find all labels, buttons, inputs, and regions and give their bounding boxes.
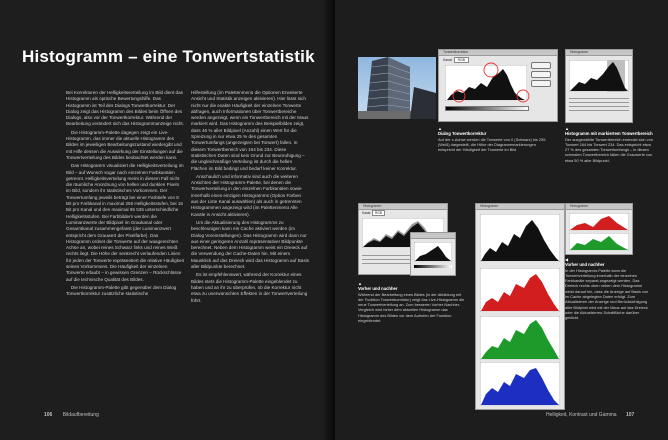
histogram-chart (569, 213, 629, 231)
paragraph: Es ist empfehlenswert, während der Korrektur eines Bildes stets die Histogramm-Palette eingeblendet zu haben und an ihr zu überprüfen, ob die Korrektur nicht etwa zu unerwünschten Effekten in der Tonwertverteilung führt. (191, 272, 308, 303)
paragraph: Hilfestellung (im Palettenmenü die Optionen Erweiterte Ansicht und Statistik anzeigen aktivieren). Hier lässt sich nicht nur die exakte Häufigkeit der einzelnen Tonwerte abfragen, auch Informationen über Tonwertbereiche werden angezeigt, wenn ein Tonwertbereich mit der Maus markiert wird. Das Histogramm des Beispielbildes zeigt, dass 46 % aller Bildpixel (Anzahl) einen Wert für die Spreizung in nur etwa 25 % des gesamten Tonwertumfangs (angezeigten bei Tonwert) fallen. In diesem Tonwertbereich von 164 bis 234. Diese statistischen Daten sind kein Grund zur Beunruhigung – die ungleichmäßige Verteilung ist durch die hellen Flächen im Bild bedingt und bedarf keiner Korrektur. (191, 90, 309, 171)
left-page (0, 0, 333, 440)
histogram-palette-channels (475, 203, 565, 410)
histogram-chart (569, 233, 629, 251)
histogram-chart-green (480, 316, 560, 360)
triangle-icon: ▲ (358, 281, 362, 286)
footer-right (546, 412, 634, 418)
triangle-icon: ▲ (438, 126, 442, 131)
building-photo-graphic (358, 57, 436, 119)
statistics-area (569, 95, 629, 119)
paragraph: Die Histogramm-Palette dagegen zeigt ein Live-Histogramm, das immer die aktuelle Histogramm des Bildes im jeweiligen Bearbeitungszustand wiedergibt und mit Hilfe dessen die Auswirkung der Einstellungen auf die Tonwertverteilung des Bildes beobachtet werden kann. (66, 129, 183, 160)
palette-titlebar: Histogramm (476, 204, 564, 210)
palette-titlebar: Histogramm (566, 50, 632, 56)
highlight-circles (451, 60, 531, 108)
kanal-select[interactable]: RGB (454, 57, 469, 63)
page-number: 106 (44, 412, 53, 418)
building-photo (358, 57, 436, 119)
histogram-chart (414, 242, 452, 262)
palette-titlebar: Histogramm (566, 204, 632, 210)
section-name: Helligkeit, Kontrast und Gamma (546, 412, 617, 418)
caption-text: Der ausgewählte Tonwertbereich erstreckt sich von Tonwert 164 bis Tonwert 234. Das entspricht etwa 27 % des gesamten Tonwertumfangs – in diesen schmalen Tonwertbereich fallen die Grauwerte von etwa 50 % aller Bildpunkt. (565, 136, 653, 163)
caption-title: Vorher und nachher (565, 262, 605, 268)
palette-titlebar: Histogramm (359, 204, 447, 210)
ok-button[interactable] (531, 62, 551, 69)
paragraph: Das Histogramm visualisiert die Helligkeitsverteilung im Bild – auf Wunsch sogar nach einzelnen Farbkanälen getrennt. Helligkeitsverteilung meint in diesem Fall nicht die räumliche Anordnung von hellen und dunklen Pixeln im Bild, sondern ihr statistisches Vorkommen. Der Tonwertumfang jeweils beträgt bei einer Farbtiefe von 8 Bit pro Farbkanal in maximal 256 Helligkeitsstufen, bei 16 Bit pro Kanal und den maximal 65 536 unterschiedliche Helligkeitsstufen. Bei Farbbildern werden die Luminanzwerte der Bildpixel im Graukanal oder Gesamtkanal zusammengefasst (der Luminanzwert entspricht dem Grauwert der Pixelfarbe). Das Histogramm ordnet die Tonwerte auf der waagerechten Achse an, wobei reines Schwarz links und reines Weiß rechts liegt. Die Höhe der senkrecht verlaufenden Linien für jeden der Tonwerte repräsentiert die relative Häufigkeit seines Vorkommens. Die Häufigkeit der einzelnen Tonwerte erlaubt – in gewissen Grenzen – Rückschlüsse auf die technische Qualität des Bildes. (66, 163, 184, 282)
histogram-chart (569, 60, 629, 92)
histogram-palette-cache (565, 203, 633, 255)
caption-title: Vorher und nachher (358, 286, 398, 292)
section-name: Bildaufbereitung (62, 412, 99, 418)
gradient-bar (445, 106, 529, 111)
caption-text: Auf der x-Achse werden die Tonwerte von 0 (Schwarz) bis 255 (Weiß) dargestellt, die Höhe der Diagrammmarkierungen entspricht der Häufigkeit der Tonwerte im Bild. (438, 136, 546, 153)
kanal-select[interactable]: RGB (372, 210, 385, 216)
text-column-1 (66, 90, 184, 300)
dialog-titlebar (411, 233, 455, 239)
right-page (335, 0, 668, 440)
caption-palette (565, 126, 655, 163)
footer-left (44, 412, 99, 418)
kanal-label: Kanal: (362, 211, 372, 215)
paragraph: Um die Aktualisierung des Histogramms zu beschleunigen kann ein Cache aktiviert werden (im Dialog Voreinstellungen). Das Histogramm wird dann nur aus einer geringeren Anzahl repräsentativer Bildpunkte berechnet. Neben dem Histogramm weist ein Dreieck auf die Verwendung der Cache-Daten hin. Mit einem Mausklick auf das Dreieck wird das Histogramm auf Basis aller Bildpunkte berechnet. (191, 219, 309, 270)
histogram-chart-blue (480, 362, 560, 406)
kanal-label: Kanal: (443, 58, 453, 62)
caption-vorher-nachher (358, 281, 466, 323)
caption-dialog (438, 126, 550, 152)
triangle-icon: ▲ (565, 126, 569, 131)
page-number: 107 (625, 412, 635, 418)
caption-title: Dialog Tonwertkorrektur (438, 131, 487, 137)
paragraph: Die Histogramm-Palette gibt gegenüber dem Dialog Tonwertkorrektur zusätzliche statistische (66, 284, 177, 297)
histogram-chart-luminance (480, 214, 560, 262)
tonwertkorrektur-dialog (438, 49, 558, 122)
load-button[interactable] (531, 80, 551, 87)
caption-text: Während der Bearbeitung eines Bildes (in der Abbildung mit der Funktion Tonwertkorrektur) zeigt das Live-Histogramm die neue Tonwertverteilung an. Zum besseren Vorher-Nachher-Vergleich wird hinter dem aktuellen Histogramm das Histogramm des Bildes vor dem Aufrufen der Funktion eingeblendet. (358, 291, 465, 324)
caption-text: In der Histogramm-Palette kann die Tonwertverteilung innerhalb der einzelnen Farbkanäle separat angezeigt werden. Das Dreieck rechts oben neben dem Histogramm weist darauf hin, dass die Anzeige auf Basis von im Cache abgelegten Daten erfolgt. Zum Aktualisieren der Anzeige und Berücksichtigung aller Bildpixel wird mit der Maus auf das Dreieck oder die Aktualisieren-Schaltfläche darüber geklickt. (565, 267, 649, 321)
dialog-titlebar: Tonwertkorrektur (439, 50, 557, 56)
text-column-2 (191, 90, 309, 306)
paragraph: Bei Korrekturen der Helligkeitsverteilung im Bild dient das Histogramm als optische Bewertungshilfe. Das Histogramm ist Teil des Dialogs Tonwertkorrektur. Der Dialog zeigt das Histogramm des Bildes beim Öffnen des Dialogs, also vor der Tonwertkorrektur. Während der Bearbeitung verändert sich das Histogrammanzeige nicht. (66, 90, 184, 127)
page-title: Histogramm – eine Tonwertstatistik (22, 47, 315, 66)
triangle-icon: ◀ (565, 257, 569, 262)
paragraph: Anschaulich und informativ sind auch die weiteren Ansichten der Histogramm-Palette, bei denen die Tonwertverteilung in den einzelnen Farbkanälen sowie innerhalb eines einzigen Histogramms (Option Farben aus der Liste Kanal auswählen) als auch in getrennten Histogrammen angezeigt wird (im Palettenmenü Alle Kanäle in Ansicht aktivieren). (191, 173, 302, 217)
cancel-button[interactable] (531, 71, 551, 78)
histogram-chart-red (480, 268, 560, 312)
caption-vorher-nachher-2 (565, 257, 651, 321)
tonwert-small-dialog (410, 232, 456, 276)
gradient-bar (414, 265, 452, 268)
histogram-palette-top (565, 49, 633, 123)
caption-title: Histogramm mit markiertem Tonwertbereich (565, 131, 653, 137)
